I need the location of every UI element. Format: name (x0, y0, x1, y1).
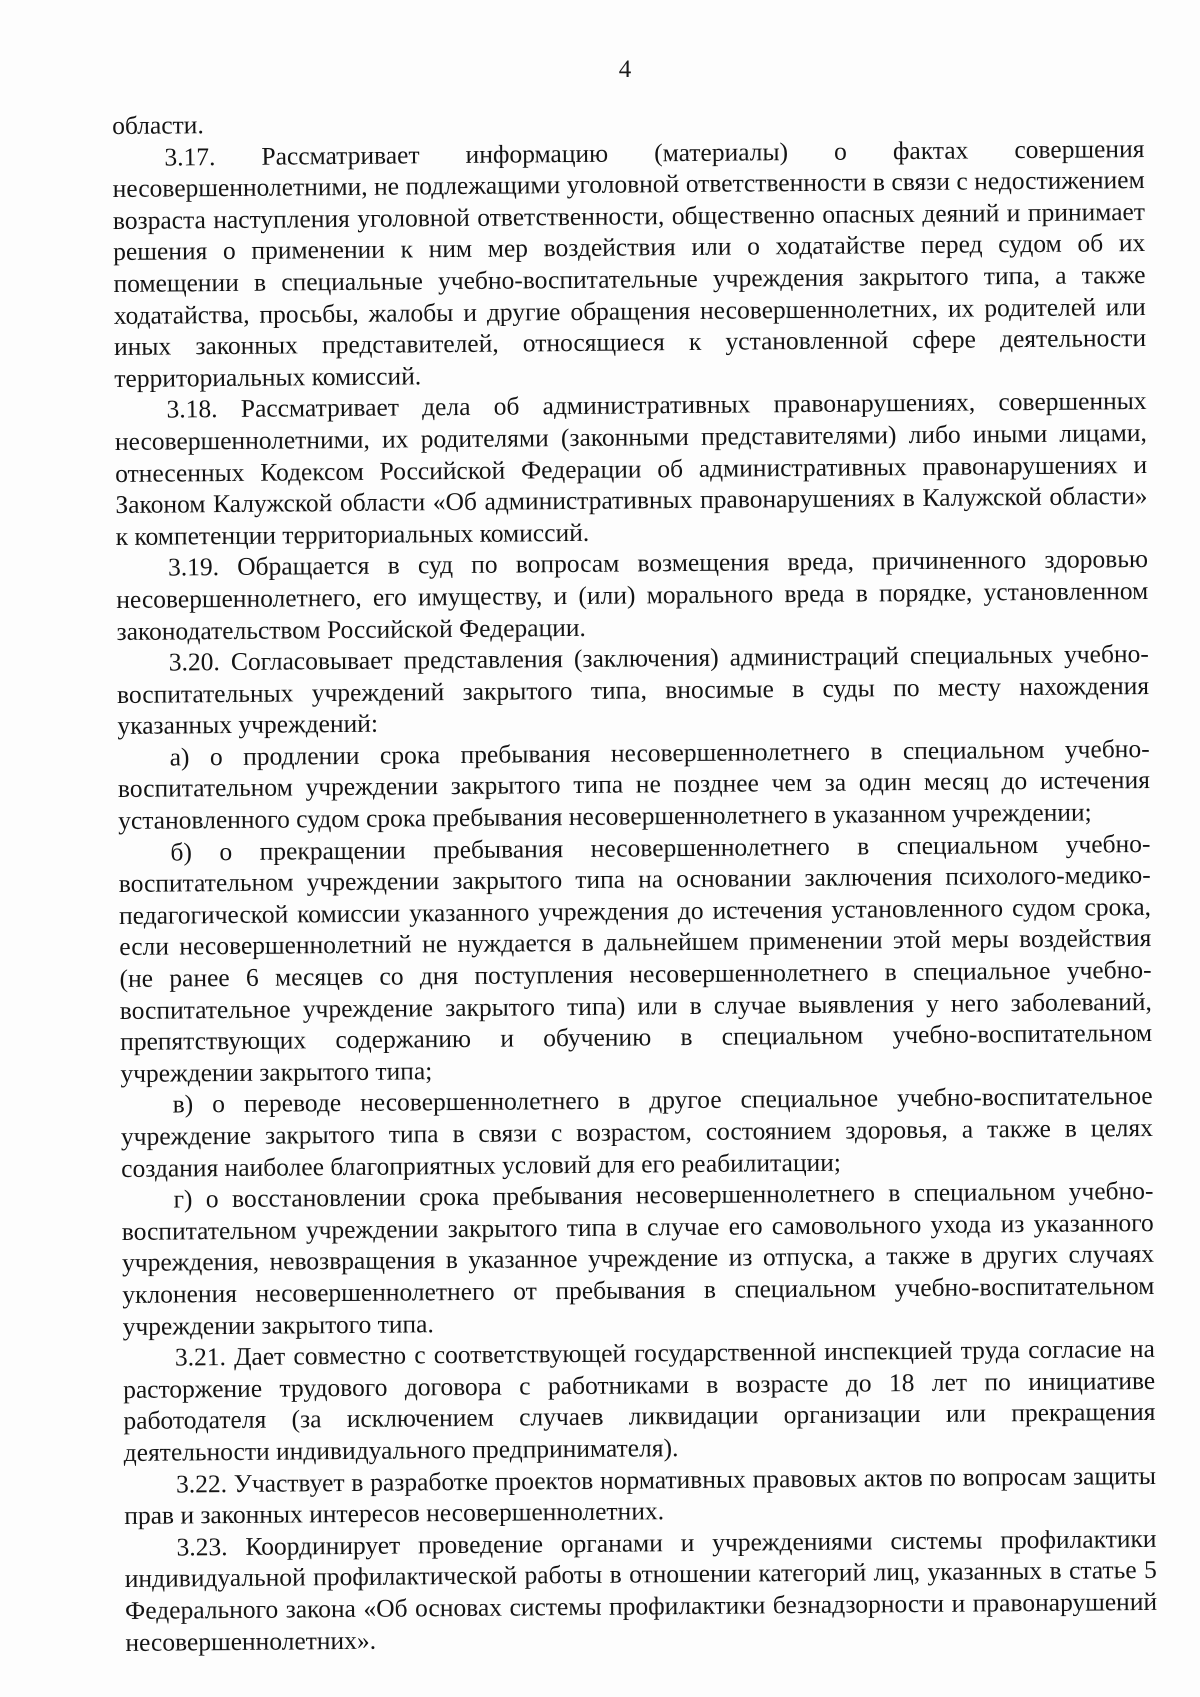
paragraph-3-20-a: а) о продлении срока пребывания несовершеннолетнего в специальном учебно-воспитательном учреждении закрытого типа не позднее чем за один месяц до истечения установленного судом срока пребывания несовершеннолетнего в указанном учреждении; (117, 733, 1151, 836)
page-number: 4 (618, 56, 632, 83)
paragraph-3-20-v: в) о переводе несовершеннолетнего в другое специальное учебно-воспитательное учреждение закрытого типа в связи с возрастом, состоянием здоровья, а также в целях создания наиболее благоприятных условий для его реабилитации; (120, 1081, 1154, 1183)
paragraph-3-19: 3.19. Обращается в суд по вопросам возмещения вреда, причиненного здоровью несовершеннолетнего, его имуществу, и (или) морального вреда в порядке, установленном законодательством Российской Федерации. (116, 544, 1149, 646)
paragraph-continuation: области. (112, 110, 204, 140)
paragraph-3-23: 3.23. Координирует проведение органами и учреждениями системы профилактики индивидуальной профилактической работы в отношении категорий лиц, указанных в статье 5 Федерального закона «Об основах системы профилактики безнадзорности и правонарушений несовершеннолетних». (124, 1523, 1158, 1657)
paragraph-3-20-b: б) о прекращении пребывания несовершеннолетнего в специальном учебно-воспитательном учреждении закрытого типа на основании заключения психолого-медико-педагогической комиссии указанного учреждения до истечения установленного судом срока, если несовершеннолетний не нуждается в дальнейшем применении этой меры воздействия (не ранее 6 месяцев со дня поступления несовершеннолетнего в специальное учебно-воспитательное учреждение закрытого типа) или в случае выявления у него заболеваний, препятствующих содержанию и обучению в специальном учебно-воспитательном учреждении закрытого типа; (118, 828, 1153, 1088)
paragraph-3-22: 3.22. Участвует в разработке проектов нормативных правовых актов по вопросам защиты прав и законных интересов несовершеннолетних. (124, 1460, 1157, 1531)
paragraph-3-20: 3.20. Согласовывает представления (заключения) администраций специальных учебно-воспитательных учреждений закрытого типа, вносимые в суды по месту нахождения указанных учреждений: (116, 639, 1150, 741)
document-body (112, 101, 1157, 1658)
paragraph-3-17: 3.17. Рассматривает информацию (материалы) о фактах совершения несовершеннолетними, не подлежащими уголовной ответственности в связи с недостижением возраста наступления уголовной ответственности, общественно опасных деяний и принимает решения о применении к ним мер воздействия или о ходатайстве перед судом об их помещении в специальные учебно-воспитательные учреждения закрытого типа, а также ходатайства, просьбы, жалобы и другие обращения несовершеннолетних, их родителей или иных законных представителей, относящиеся к установленной сфере деятельности территориальных комиссий. (112, 133, 1147, 393)
paragraph-3-21: 3.21. Дает совместно с соответствующей государственной инспекцией труда согласие на расторжение трудового договора с работниками в возрасте до 18 лет по инициативе работодателя (за исключением случаев ликвидации организации или прекращения деятельности индивидуального предпринимателя). (123, 1334, 1156, 1467)
paragraph-3-18: 3.18. Рассматривает дела об административных правонарушениях, совершенных несовершеннолетними, их родителями (законными представителями) либо иными лицами, отнесенных Кодексом Российской Федерации об административных правонарушениях и Законом Калужской области «Об административных правонарушениях в Калужской области» к компетенции территориальных комиссий. (114, 386, 1148, 551)
paragraph-3-20-g: г) о восстановлении срока пребывания несовершеннолетнего в специальном учебно-воспитательном учреждении закрытого типа в случае его самовольного ухода из указанного учреждения, невозвращения в указанное учреждение из отпуска, а также в других случаях уклонения несовершеннолетнего от пребывания в специальном учебно-воспитательном учреждении закрытого типа. (121, 1176, 1155, 1341)
